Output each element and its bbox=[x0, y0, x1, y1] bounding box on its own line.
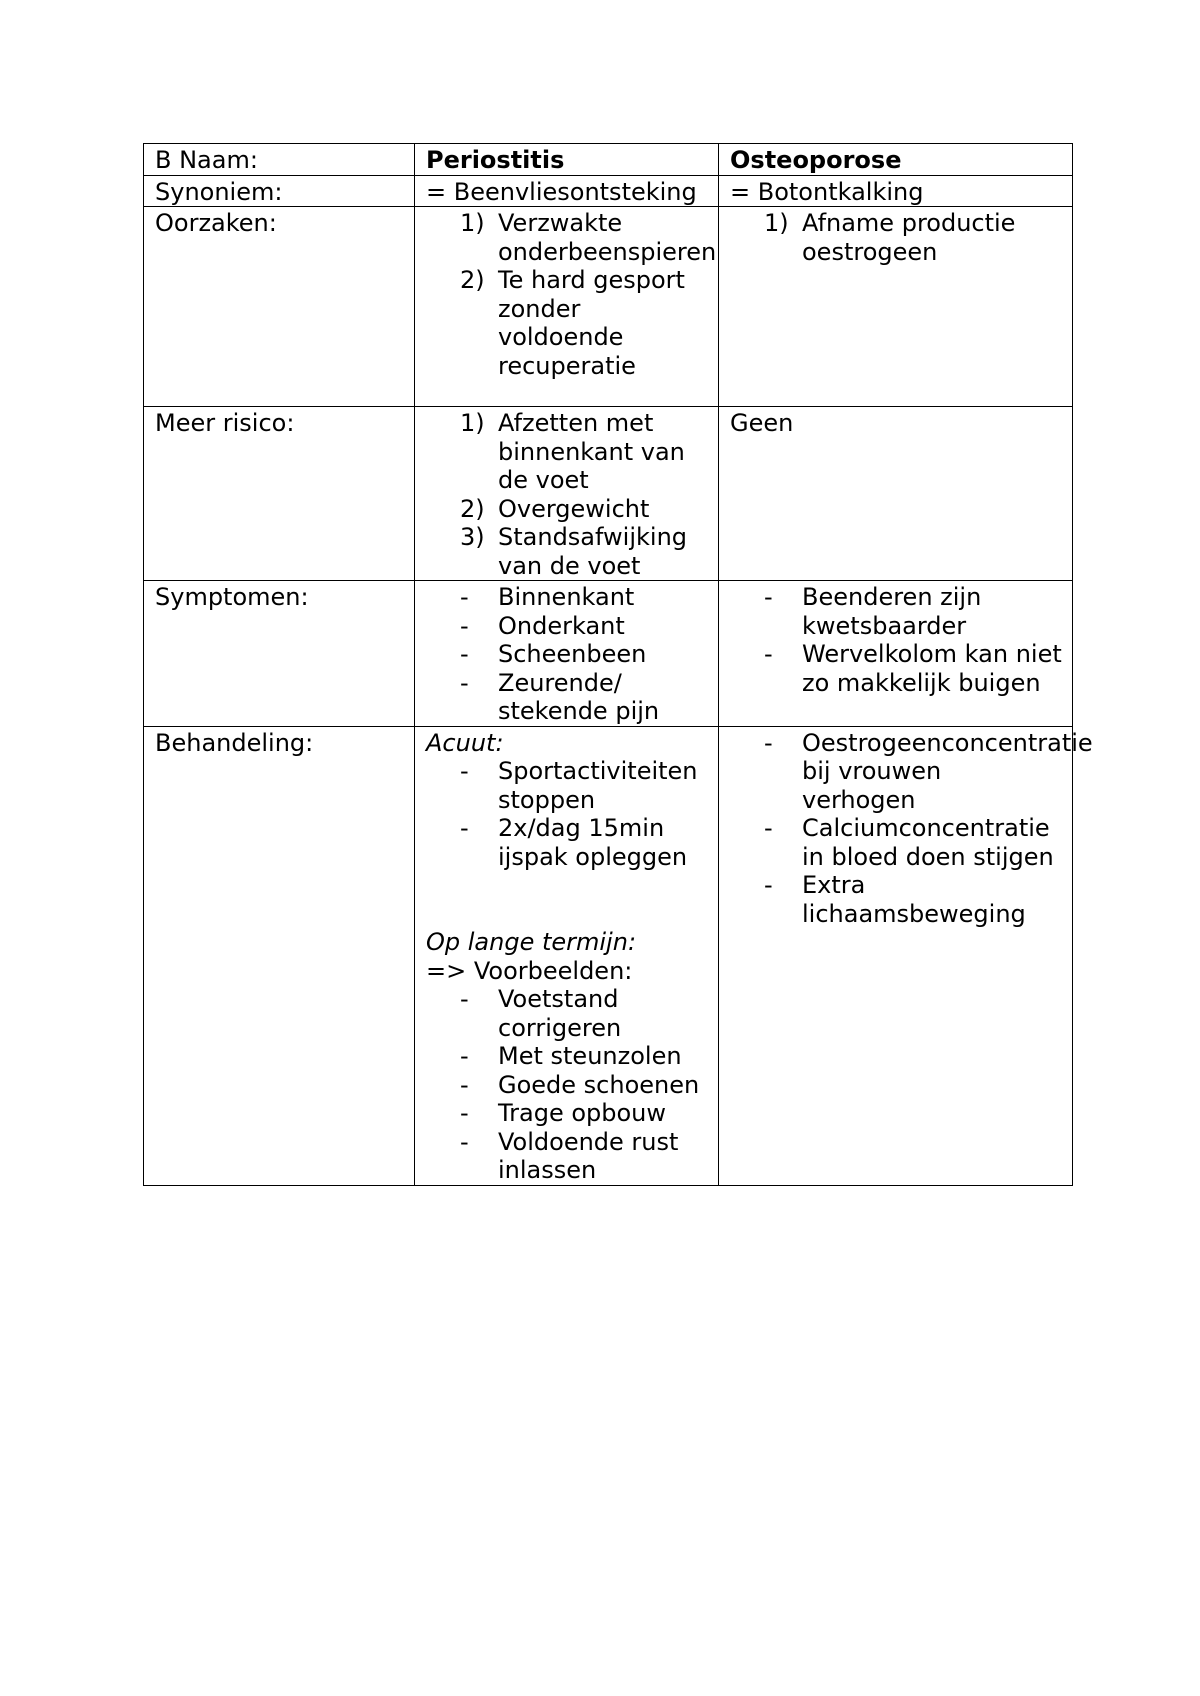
header-osteoporose-cell bbox=[719, 144, 1073, 176]
list-item: - Scheenbeen bbox=[498, 640, 708, 669]
synoniem-osteoporose: = Botontkalking bbox=[719, 175, 1073, 207]
list-item: - Binnenkant bbox=[498, 583, 708, 612]
list-item: - Zeurende/ stekende pijn bbox=[498, 669, 708, 726]
list-item: - Sportactiviteiten stoppen bbox=[498, 757, 708, 814]
list-item: - Wervelkolom kan niet zo makkelijk buigen bbox=[802, 640, 1062, 697]
acuut-heading: Acuut: bbox=[426, 728, 504, 757]
oorzaken-label: Oorzaken: bbox=[144, 207, 415, 407]
spacer bbox=[426, 871, 708, 928]
lange-termijn-list bbox=[426, 985, 708, 1185]
synoniem-label: Synoniem: bbox=[144, 175, 415, 207]
table-row-meer-risico bbox=[144, 407, 1073, 581]
meer-risico-osteoporose: Geen bbox=[719, 407, 1073, 581]
meer-risico-periostitis-list bbox=[426, 409, 708, 580]
behandeling-osteoporose-list bbox=[730, 728, 1093, 929]
list-item: Afzetten met binnenkant van de voet bbox=[498, 409, 685, 494]
meer-risico-periostitis-cell bbox=[415, 407, 719, 581]
symptomen-periostitis-cell bbox=[415, 581, 719, 727]
symptomen-label: Symptomen: bbox=[144, 581, 415, 727]
table-row-symptomen bbox=[144, 581, 1073, 727]
list-item: - Met steunzolen bbox=[498, 1042, 708, 1071]
list-item: - Calciumconcentratie in bloed doen stijgen bbox=[802, 814, 1062, 871]
list-item: - Voetstand corrigeren bbox=[498, 985, 708, 1042]
list-item: - Trage opbouw bbox=[498, 1099, 708, 1128]
header-label: B Naam: bbox=[155, 146, 258, 174]
list-item: - Voldoende rust inlassen bbox=[498, 1128, 708, 1185]
header-label-cell bbox=[144, 144, 415, 176]
list-item: - Extra lichaamsbeweging bbox=[802, 871, 1062, 928]
lange-termijn-heading: Op lange termijn: bbox=[426, 928, 637, 956]
list-item: - 2x/dag 15min ijspak opleggen bbox=[498, 814, 708, 871]
header-periostitis: Periostitis bbox=[426, 146, 565, 174]
list-item: Overgewicht bbox=[498, 494, 650, 523]
list-item: - Beenderen zijn kwetsbaarder bbox=[802, 583, 1062, 640]
oorzaken-periostitis-list bbox=[426, 209, 717, 380]
behandeling-osteoporose-cell bbox=[719, 726, 1093, 1185]
meer-risico-label: Meer risico: bbox=[144, 407, 415, 581]
list-item: - Oestrogeenconcentratie bij vrouwen verhogen bbox=[802, 729, 1062, 815]
table-row-behandeling bbox=[144, 726, 1073, 1185]
behandeling-periostitis-cell bbox=[415, 726, 719, 1185]
symptomen-osteoporose-list bbox=[730, 583, 1062, 697]
list-item: - Goede schoenen bbox=[498, 1071, 708, 1100]
list-item: Afname productie oestrogeen bbox=[802, 209, 1016, 266]
table-row-header bbox=[144, 144, 1073, 176]
acuut-list bbox=[426, 757, 708, 871]
comparison-table bbox=[143, 143, 1093, 1186]
symptomen-periostitis-list bbox=[426, 583, 708, 726]
oorzaken-osteoporose-cell bbox=[719, 207, 1073, 407]
symptomen-osteoporose-cell bbox=[719, 581, 1073, 727]
list-item: Standsafwijking van de voet bbox=[498, 523, 688, 580]
synoniem-periostitis: = Beenvliesontsteking bbox=[415, 175, 719, 207]
list-item: - Onderkant bbox=[498, 612, 708, 641]
oorzaken-periostitis-cell bbox=[415, 207, 719, 407]
header-osteoporose: Osteoporose bbox=[730, 146, 902, 174]
voorbeelden-label: => Voorbeelden: bbox=[426, 956, 633, 985]
table-row-synoniem bbox=[144, 175, 1073, 207]
header-periostitis-cell bbox=[415, 144, 719, 176]
table-row-oorzaken bbox=[144, 207, 1073, 407]
list-item: Te hard gesport zonder voldoende recuperatie bbox=[498, 266, 685, 380]
oorzaken-osteoporose-list bbox=[730, 209, 1062, 266]
behandeling-label: Behandeling: bbox=[144, 726, 415, 1185]
list-item: Verzwakte onderbeenspieren bbox=[498, 209, 717, 266]
